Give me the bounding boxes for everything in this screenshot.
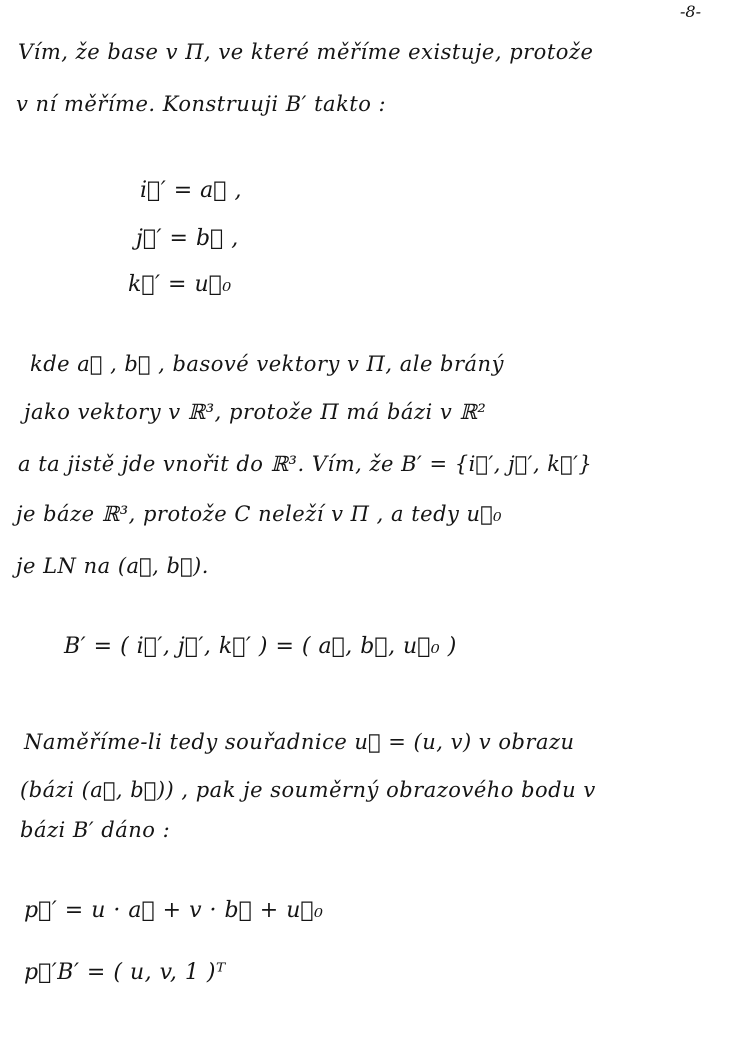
equation-j-prime: j⃗′ = b⃗ , xyxy=(136,226,239,251)
equation-basis-b-prime: B′ = ( i⃗′, j⃗′, k⃗′ ) = ( a⃗, b⃗, u⃗₀ ) xyxy=(64,634,457,659)
equation-p-prime: p⃗′ = u · a⃗ + v · b⃗ + u⃗₀ xyxy=(24,898,324,923)
text-line-5: a ta jistě jde vnořit do ℝ³. Vím, že B′ = {i⃗′, j⃗′, k⃗′} xyxy=(18,452,593,476)
page-number: -8- xyxy=(680,2,701,21)
text-line-9: (bázi (a⃗, b⃗)) , pak je souměrný obrazového bodu v xyxy=(20,778,596,802)
text-line-3: kde a⃗ , b⃗ , basové vektory v Π, ale bráný xyxy=(30,352,504,376)
text-line-7: je LN na (a⃗, b⃗). xyxy=(16,554,209,578)
equation-i-prime: i⃗′ = a⃗ , xyxy=(140,178,242,203)
equation-k-prime: k⃗′ = u⃗₀ xyxy=(128,272,232,297)
text-line-8: Naměříme-li tedy souřadnice u⃗ = (u, v) v obrazu xyxy=(24,730,575,754)
text-line-10: bázi B′ dáno : xyxy=(20,818,171,842)
text-line-6: je báze ℝ³, protože C neleží v Π , a tedy u⃗₀ xyxy=(16,502,503,526)
equation-p-prime-in-basis: p⃗′B′ = ( u, v, 1 )ᵀ xyxy=(24,960,226,985)
text-line-1: Vím, že base v Π, ve které měříme existuje, protože xyxy=(18,40,594,64)
text-line-2: v ní měříme. Konstruuji B′ takto : xyxy=(16,92,387,116)
text-line-4: jako vektory v ℝ³, protože Π má bázi v ℝ² xyxy=(24,400,487,424)
